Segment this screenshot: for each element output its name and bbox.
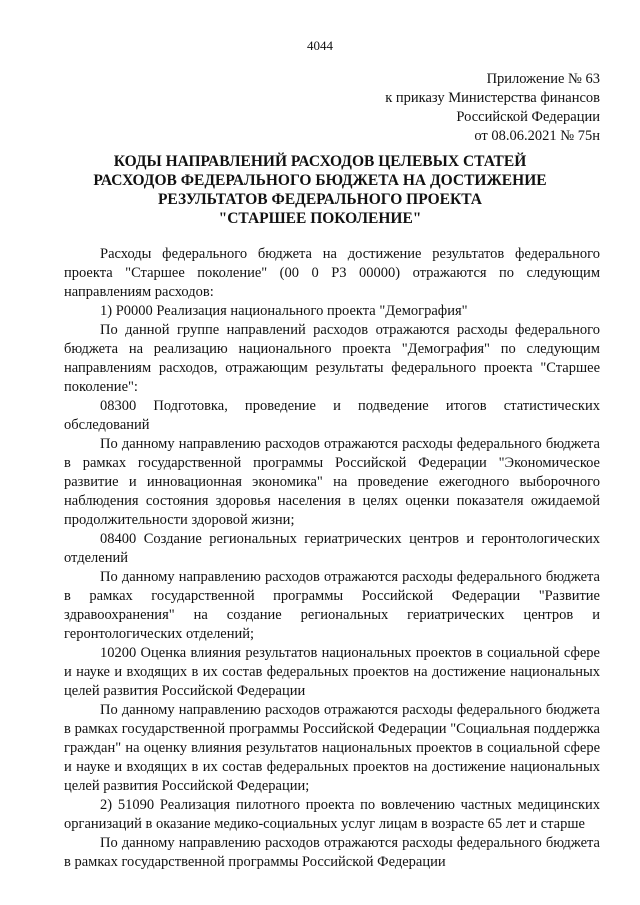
appendix-line: к приказу Министерства финансов [385,90,600,106]
paragraph: 1) P0000 Реализация национального проекта "Демография" [100,303,468,319]
appendix-line: Приложение № 63 [486,71,600,87]
paragraph: По данной группе направлений расходов отражаются расходы федерального бюджета на реализацию национального проекта "Демография" по следующим направлениям расходов, отражающим результаты федерального проекта "Старшее поколение": [64,322,600,395]
paragraph: По данному направлению расходов отражаются расходы федерального бюджета в рамках государственной программы Российской Федерации "Развитие здравоохранения" на создание региональных гериатрических центров и геронтологических отделений; [64,569,600,642]
appendix-line: Российской Федерации [456,109,600,125]
paragraph: 08400 Создание региональных гериатрических центров и геронтологических отделений [64,531,600,566]
paragraph: 10200 Оценка влияния результатов национальных проектов в социальной сфере и науке и входящих в их состав федеральных проектов на достижение национальных целей развития Российской Федерации [64,645,600,699]
paragraph: Расходы федерального бюджета на достижение результатов федерального проекта "Старшее поколение" (00 0 P3 00000) отражаются по следующим направлениям расходов: [64,246,600,300]
paragraph: 08300 Подготовка, проведение и подведение итогов статистических обследований [64,398,600,433]
title-line: "СТАРШЕЕ ПОКОЛЕНИЕ" [218,210,422,227]
paragraph: 2) 51090 Реализация пилотного проекта по вовлечению частных медицинских организаций в оказание медико-социальных услуг лицам в возрасте 65 лет и старше [64,797,600,832]
title-line: РЕЗУЛЬТАТОВ ФЕДЕРАЛЬНОГО ПРОЕКТА [157,191,483,208]
title-line: РАСХОДОВ ФЕДЕРАЛЬНОГО БЮДЖЕТА НА ДОСТИЖЕНИЕ [93,172,547,189]
appendix-reference [385,70,600,146]
paragraph: По данному направлению расходов отражаются расходы федерального бюджета в рамках государственной программы Российской Федерации "Экономическое развитие и инновационная экономика" на проведение ежегодного выборочного наблюдения состояния здоровья населения в целях оценки показателя ожидаемой продолжительности здоровой жизни; [64,436,600,528]
paragraph: По данному направлению расходов отражаются расходы федерального бюджета в рамках государственной программы Российской Федерации "Социальная поддержка граждан" на оценку влияния результатов национальных проектов в социальной сфере и науке и входящих в их состав федеральных проектов на достижение национальных целей развития Российской Федерации; [64,702,600,794]
appendix-line: от 08.06.2021 № 75н [474,128,600,144]
page-number: 4044 [307,38,333,53]
title-line: КОДЫ НАПРАВЛЕНИЙ РАСХОДОВ ЦЕЛЕВЫХ СТАТЕЙ [113,153,527,170]
paragraph: По данному направлению расходов отражаются расходы федерального бюджета в рамках государственной программы Российской Федерации [64,835,600,870]
document-title [40,152,600,228]
document-body [64,245,600,872]
